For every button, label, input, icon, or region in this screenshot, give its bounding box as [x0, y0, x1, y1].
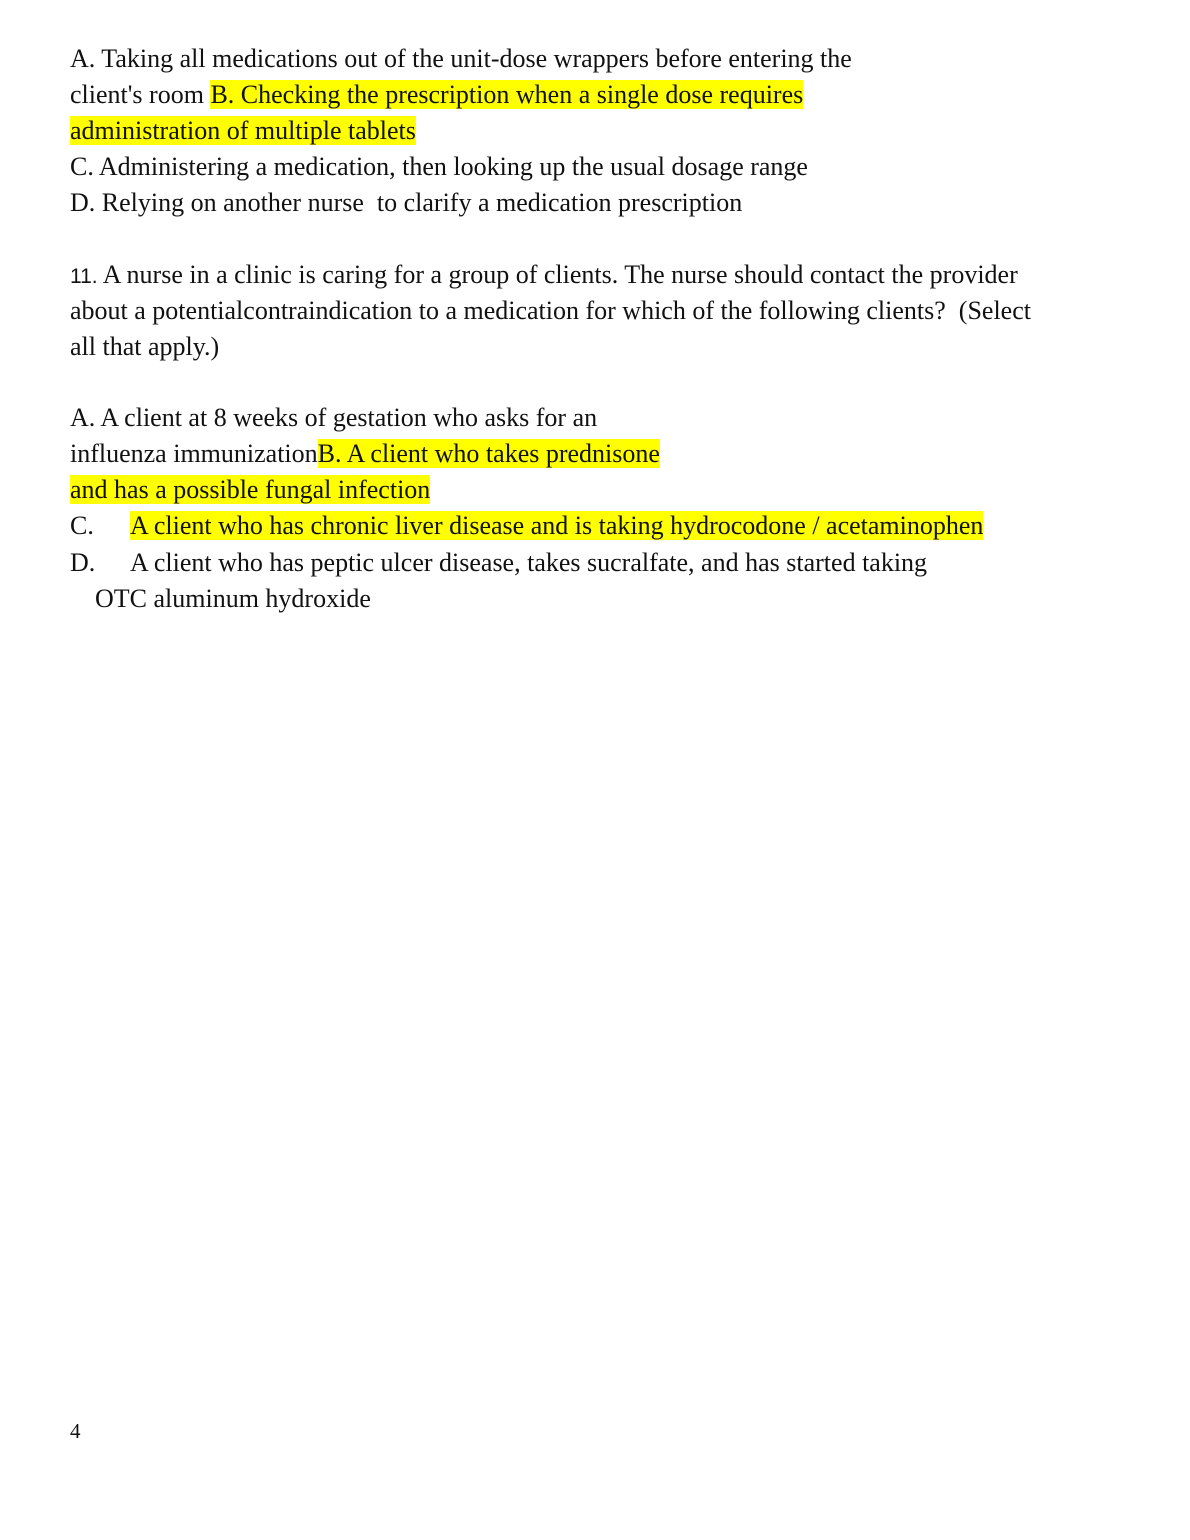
q11-option-d-label: D.: [70, 548, 96, 577]
question-11-stem-line1: 11. A nurse in a clinic is caring for a group of clients. The nurse should contact the provider: [70, 260, 1018, 289]
page-number: 4: [70, 1419, 81, 1443]
prev-option-b-line2: [70, 115, 416, 147]
q11-option-c-label: C.: [70, 511, 94, 540]
prev-option-a-line2: client's room: [70, 80, 211, 109]
prev-option-b-highlight-1: B. Checking the prescription when a single dose requires: [210, 80, 804, 109]
q11-option-a-line2: influenza immunization: [70, 439, 318, 468]
q11-option-a-b-line: [70, 438, 660, 470]
prev-option-b-highlight-2: administration of multiple tablets: [70, 116, 416, 145]
q11-option-d-line2: OTC aluminum hydroxide: [95, 584, 371, 613]
question-11-stem-line3: all that apply.): [70, 332, 220, 361]
prev-option-d: D. Relying on another nurse to clarify a medication prescription: [70, 188, 743, 217]
prev-option-c: C. Administering a medication, then looking up the usual dosage range: [70, 152, 808, 181]
question-11-stem-line2: about a potentialcontraindication to a medication for which of the following clients? (Select: [70, 296, 1031, 325]
q11-option-d-line1: D. A client who has peptic ulcer disease, takes sucralfate, and has started taking: [70, 548, 928, 577]
prev-option-a-b-line: [70, 79, 803, 111]
q11-option-a-line1: A. A client at 8 weeks of gestation who asks for an: [70, 403, 598, 432]
q11-option-c: [70, 510, 983, 542]
q11-option-b-highlight-2: and has a possible fungal infection: [70, 475, 431, 504]
q11-option-c-highlight: A client who has chronic liver disease and is taking hydrocodone / acetaminophen: [130, 511, 984, 540]
prev-option-a-line1: A. Taking all medications out of the unit-dose wrappers before entering the: [70, 44, 852, 73]
q11-option-b-line2: [70, 474, 430, 506]
question-number: 11.: [70, 265, 98, 288]
q11-option-b-highlight-1: B. A client who takes prednisone: [317, 439, 660, 468]
